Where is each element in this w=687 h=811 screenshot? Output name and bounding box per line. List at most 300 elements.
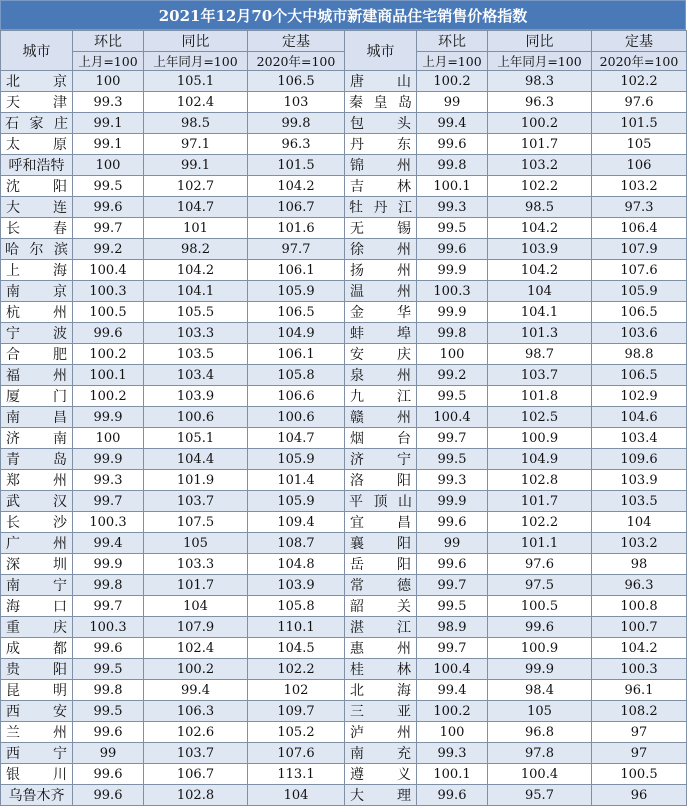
left-mom-cell: 99.6 — [73, 197, 144, 218]
right-base-cell: 104 — [592, 512, 687, 533]
right-yoy-cell: 104.2 — [488, 260, 592, 281]
left-city-cell: 太原 — [1, 134, 73, 155]
left-yoy-cell: 100.2 — [144, 659, 248, 680]
right-base-cell: 103.2 — [592, 176, 687, 197]
right-city-cell: 泸州 — [345, 722, 417, 743]
table-row — [1, 680, 687, 701]
table-row — [1, 617, 687, 638]
right-yoy-cell: 101.8 — [488, 386, 592, 407]
left-base-cell: 106.1 — [248, 260, 345, 281]
table-row — [1, 134, 687, 155]
header-row-sub — [1, 52, 687, 71]
left-yoy-cell: 101.9 — [144, 470, 248, 491]
left-city-cell: 长春 — [1, 218, 73, 239]
left-base-cell: 104.7 — [248, 428, 345, 449]
left-mom-cell: 99.6 — [73, 785, 144, 806]
left-base-cell: 97.7 — [248, 239, 345, 260]
right-city-cell: 桂林 — [345, 659, 417, 680]
left-yoy-cell: 102.8 — [144, 785, 248, 806]
table-title: 2021年12月70个大中城市新建商品住宅销售价格指数 — [0, 0, 686, 30]
left-mom-cell: 100.2 — [73, 344, 144, 365]
left-city-cell: 北京 — [1, 71, 73, 92]
right-city-cell: 泉州 — [345, 365, 417, 386]
left-yoy-cell: 102.4 — [144, 638, 248, 659]
right-yoy-cell: 101.1 — [488, 533, 592, 554]
left-mom-cell: 99.2 — [73, 239, 144, 260]
table-row — [1, 701, 687, 722]
right-base-cell: 100.8 — [592, 596, 687, 617]
left-city-cell: 兰州 — [1, 722, 73, 743]
right-yoy-cell: 102.5 — [488, 407, 592, 428]
left-yoy-cell: 104.4 — [144, 449, 248, 470]
right-mom-cell: 98.9 — [417, 617, 488, 638]
right-base-cell: 108.2 — [592, 701, 687, 722]
left-yoy-cell: 105.5 — [144, 302, 248, 323]
right-base-cell: 103.9 — [592, 470, 687, 491]
left-base-cell: 101.5 — [248, 155, 345, 176]
left-city-cell: 西宁 — [1, 743, 73, 764]
right-base-cell: 107.9 — [592, 239, 687, 260]
left-mom-cell: 99.7 — [73, 218, 144, 239]
left-mom-cell: 99.8 — [73, 680, 144, 701]
right-mom-cell: 99.6 — [417, 239, 488, 260]
right-yoy-cell: 99.6 — [488, 617, 592, 638]
left-yoy-cell: 105.1 — [144, 428, 248, 449]
left-yoy-cell: 103.3 — [144, 323, 248, 344]
table-row — [1, 197, 687, 218]
right-yoy-cell: 95.7 — [488, 785, 592, 806]
right-yoy-cell: 97.8 — [488, 743, 592, 764]
right-mom-cell: 99.3 — [417, 197, 488, 218]
left-city-cell: 呼和浩特 — [1, 155, 73, 176]
right-mom-cell: 99.7 — [417, 638, 488, 659]
right-city-cell: 金华 — [345, 302, 417, 323]
left-city-cell: 大连 — [1, 197, 73, 218]
left-yoy-cell: 103.9 — [144, 386, 248, 407]
left-yoy-cell: 99.4 — [144, 680, 248, 701]
left-mom-cell: 99.7 — [73, 491, 144, 512]
left-base-cell: 100.6 — [248, 407, 345, 428]
right-base-cell: 104.2 — [592, 638, 687, 659]
left-city-cell: 昆明 — [1, 680, 73, 701]
left-base-cell: 109.4 — [248, 512, 345, 533]
right-base-cell: 102.9 — [592, 386, 687, 407]
right-yoy-cell: 102.2 — [488, 512, 592, 533]
left-base-cell: 105.9 — [248, 491, 345, 512]
right-mom-cell: 99 — [417, 92, 488, 113]
right-mom-cell: 100.2 — [417, 71, 488, 92]
left-mom-cell: 100.4 — [73, 260, 144, 281]
left-mom-cell: 100 — [73, 71, 144, 92]
left-base-cell: 105.8 — [248, 596, 345, 617]
table-row — [1, 344, 687, 365]
right-mom-cell: 100.1 — [417, 764, 488, 785]
left-mom-cell: 99.5 — [73, 176, 144, 197]
right-mom-cell: 99.5 — [417, 596, 488, 617]
left-mom-cell: 100.1 — [73, 365, 144, 386]
left-yoy-cell: 104.2 — [144, 260, 248, 281]
left-yoy-cell: 98.5 — [144, 113, 248, 134]
right-city-cell: 济宁 — [345, 449, 417, 470]
right-mom-cell: 99.6 — [417, 134, 488, 155]
right-yoy-cell: 104.1 — [488, 302, 592, 323]
right-mom-cell: 99.6 — [417, 554, 488, 575]
right-city-cell: 扬州 — [345, 260, 417, 281]
table-row — [1, 512, 687, 533]
left-base-cell: 96.3 — [248, 134, 345, 155]
table-row — [1, 71, 687, 92]
left-city-cell: 沈阳 — [1, 176, 73, 197]
table-row — [1, 92, 687, 113]
left-yoy-cell: 103.3 — [144, 554, 248, 575]
left-mom-cell: 99.4 — [73, 533, 144, 554]
right-mom-cell: 99.8 — [417, 155, 488, 176]
left-city-cell: 贵阳 — [1, 659, 73, 680]
left-yoy-cell: 106.3 — [144, 701, 248, 722]
right-yoy-cell: 98.5 — [488, 197, 592, 218]
right-city-cell: 蚌埠 — [345, 323, 417, 344]
left-mom-cell: 99.6 — [73, 638, 144, 659]
left-mom-cell: 99.8 — [73, 575, 144, 596]
price-index-table — [0, 30, 687, 806]
left-base-cell: 108.7 — [248, 533, 345, 554]
right-city-cell: 锦州 — [345, 155, 417, 176]
left-base-cell: 105.8 — [248, 365, 345, 386]
right-base-cell: 103.4 — [592, 428, 687, 449]
right-mom-cell: 99.9 — [417, 302, 488, 323]
right-base-cell: 96.3 — [592, 575, 687, 596]
right-yoy-cell: 105 — [488, 701, 592, 722]
right-yoy-cell: 100.2 — [488, 113, 592, 134]
left-mom-cell: 100.3 — [73, 512, 144, 533]
right-base-cell: 107.6 — [592, 260, 687, 281]
right-city-cell: 韶关 — [345, 596, 417, 617]
left-base-cell: 102 — [248, 680, 345, 701]
right-mom-cell: 100.4 — [417, 407, 488, 428]
table-row — [1, 239, 687, 260]
left-city-cell: 青岛 — [1, 449, 73, 470]
right-city-cell: 宜昌 — [345, 512, 417, 533]
table-row — [1, 281, 687, 302]
table-row — [1, 302, 687, 323]
right-mom-cell: 100 — [417, 722, 488, 743]
right-mom-cell: 99.4 — [417, 113, 488, 134]
right-city-cell: 岳阳 — [345, 554, 417, 575]
right-city-cell: 牡丹江 — [345, 197, 417, 218]
left-mom-cell: 99.5 — [73, 701, 144, 722]
right-mom-cell: 100.1 — [417, 176, 488, 197]
header-mom-sub-right: 上月=100 — [417, 52, 488, 71]
right-city-cell: 惠州 — [345, 638, 417, 659]
right-mom-cell: 99.5 — [417, 386, 488, 407]
right-yoy-cell: 102.8 — [488, 470, 592, 491]
header-base-sub-right: 2020年=100 — [592, 52, 687, 71]
right-mom-cell: 99.3 — [417, 743, 488, 764]
left-base-cell: 103 — [248, 92, 345, 113]
left-mom-cell: 100 — [73, 428, 144, 449]
left-city-cell: 合肥 — [1, 344, 73, 365]
right-mom-cell: 99.9 — [417, 260, 488, 281]
right-yoy-cell: 103.2 — [488, 155, 592, 176]
left-base-cell: 105.9 — [248, 449, 345, 470]
header-yoy-sub-left: 上年同月=100 — [144, 52, 248, 71]
right-base-cell: 98.8 — [592, 344, 687, 365]
left-base-cell: 106.5 — [248, 302, 345, 323]
right-yoy-cell: 102.2 — [488, 176, 592, 197]
left-base-cell: 105.2 — [248, 722, 345, 743]
left-mom-cell: 99.7 — [73, 596, 144, 617]
left-yoy-cell: 104.1 — [144, 281, 248, 302]
left-base-cell: 113.1 — [248, 764, 345, 785]
right-base-cell: 105 — [592, 134, 687, 155]
right-base-cell: 103.5 — [592, 491, 687, 512]
table-row — [1, 386, 687, 407]
right-yoy-cell: 103.9 — [488, 239, 592, 260]
left-city-cell: 济南 — [1, 428, 73, 449]
right-city-cell: 湛江 — [345, 617, 417, 638]
table-row — [1, 764, 687, 785]
right-city-cell: 赣州 — [345, 407, 417, 428]
left-city-cell: 银川 — [1, 764, 73, 785]
table-row — [1, 743, 687, 764]
right-base-cell: 106.5 — [592, 365, 687, 386]
left-yoy-cell: 102.4 — [144, 92, 248, 113]
right-mom-cell: 99.7 — [417, 575, 488, 596]
header-mom-right: 环比 — [417, 31, 488, 52]
right-city-cell: 吉林 — [345, 176, 417, 197]
left-base-cell: 104.5 — [248, 638, 345, 659]
left-mom-cell: 100.3 — [73, 281, 144, 302]
left-city-cell: 深圳 — [1, 554, 73, 575]
left-city-cell: 成都 — [1, 638, 73, 659]
right-base-cell: 105.9 — [592, 281, 687, 302]
right-city-cell: 丹东 — [345, 134, 417, 155]
table-row — [1, 554, 687, 575]
left-city-cell: 西安 — [1, 701, 73, 722]
right-base-cell: 100.5 — [592, 764, 687, 785]
table-row — [1, 785, 687, 806]
header-mom-sub-left: 上月=100 — [73, 52, 144, 71]
table-row — [1, 596, 687, 617]
header-base-left: 定基 — [248, 31, 345, 52]
right-city-cell: 常德 — [345, 575, 417, 596]
left-yoy-cell: 105 — [144, 533, 248, 554]
right-base-cell: 104.6 — [592, 407, 687, 428]
header-city-right: 城市 — [345, 31, 417, 71]
table-row — [1, 365, 687, 386]
table-row — [1, 449, 687, 470]
left-city-cell: 乌鲁木齐 — [1, 785, 73, 806]
right-city-cell: 包头 — [345, 113, 417, 134]
left-mom-cell: 99.6 — [73, 722, 144, 743]
left-base-cell: 99.8 — [248, 113, 345, 134]
left-mom-cell: 99.1 — [73, 113, 144, 134]
right-base-cell: 97.6 — [592, 92, 687, 113]
left-mom-cell: 100 — [73, 155, 144, 176]
left-city-cell: 南宁 — [1, 575, 73, 596]
right-mom-cell: 99.2 — [417, 365, 488, 386]
right-mom-cell: 99 — [417, 533, 488, 554]
left-base-cell: 106.5 — [248, 71, 345, 92]
left-base-cell: 105.9 — [248, 281, 345, 302]
right-yoy-cell: 96.3 — [488, 92, 592, 113]
right-city-cell: 遵义 — [345, 764, 417, 785]
right-mom-cell: 99.6 — [417, 785, 488, 806]
left-yoy-cell: 104 — [144, 596, 248, 617]
table-row — [1, 575, 687, 596]
left-base-cell: 103.9 — [248, 575, 345, 596]
left-city-cell: 天津 — [1, 92, 73, 113]
right-city-cell: 九江 — [345, 386, 417, 407]
right-base-cell: 97 — [592, 722, 687, 743]
right-city-cell: 洛阳 — [345, 470, 417, 491]
left-yoy-cell: 107.9 — [144, 617, 248, 638]
right-city-cell: 唐山 — [345, 71, 417, 92]
right-yoy-cell: 101.7 — [488, 134, 592, 155]
left-base-cell: 104.2 — [248, 176, 345, 197]
header-row-main — [1, 31, 687, 52]
left-yoy-cell: 101 — [144, 218, 248, 239]
right-yoy-cell: 100.9 — [488, 638, 592, 659]
right-yoy-cell: 104 — [488, 281, 592, 302]
right-mom-cell: 99.7 — [417, 428, 488, 449]
table-row — [1, 533, 687, 554]
right-yoy-cell: 101.7 — [488, 491, 592, 512]
right-base-cell: 109.6 — [592, 449, 687, 470]
left-yoy-cell: 98.2 — [144, 239, 248, 260]
right-yoy-cell: 100.9 — [488, 428, 592, 449]
table-row — [1, 722, 687, 743]
header-yoy-left: 同比 — [144, 31, 248, 52]
left-base-cell: 106.6 — [248, 386, 345, 407]
right-yoy-cell: 99.9 — [488, 659, 592, 680]
right-city-cell: 平顶山 — [345, 491, 417, 512]
left-yoy-cell: 104.7 — [144, 197, 248, 218]
left-mom-cell: 100.3 — [73, 617, 144, 638]
left-mom-cell: 99.9 — [73, 554, 144, 575]
table-row — [1, 218, 687, 239]
right-mom-cell: 99.3 — [417, 470, 488, 491]
table-row — [1, 323, 687, 344]
header-base-sub-left: 2020年=100 — [248, 52, 345, 71]
left-mom-cell: 100.5 — [73, 302, 144, 323]
right-base-cell: 96.1 — [592, 680, 687, 701]
left-city-cell: 广州 — [1, 533, 73, 554]
right-yoy-cell: 103.7 — [488, 365, 592, 386]
right-base-cell: 98 — [592, 554, 687, 575]
right-mom-cell: 99.4 — [417, 680, 488, 701]
left-yoy-cell: 105.1 — [144, 71, 248, 92]
right-mom-cell: 100.3 — [417, 281, 488, 302]
right-yoy-cell: 100.5 — [488, 596, 592, 617]
right-mom-cell: 99.5 — [417, 218, 488, 239]
right-yoy-cell: 98.4 — [488, 680, 592, 701]
left-yoy-cell: 101.7 — [144, 575, 248, 596]
left-mom-cell: 99.6 — [73, 764, 144, 785]
right-yoy-cell: 98.3 — [488, 71, 592, 92]
left-mom-cell: 99.9 — [73, 449, 144, 470]
left-base-cell: 104.8 — [248, 554, 345, 575]
right-yoy-cell: 96.8 — [488, 722, 592, 743]
left-base-cell: 102.2 — [248, 659, 345, 680]
left-city-cell: 重庆 — [1, 617, 73, 638]
left-base-cell: 107.6 — [248, 743, 345, 764]
right-base-cell: 103.6 — [592, 323, 687, 344]
right-city-cell: 秦皇岛 — [345, 92, 417, 113]
right-base-cell: 96 — [592, 785, 687, 806]
header-mom-left: 环比 — [73, 31, 144, 52]
left-base-cell: 106.7 — [248, 197, 345, 218]
right-yoy-cell: 98.7 — [488, 344, 592, 365]
left-city-cell: 南京 — [1, 281, 73, 302]
table-row — [1, 176, 687, 197]
left-yoy-cell: 107.5 — [144, 512, 248, 533]
left-base-cell: 101.4 — [248, 470, 345, 491]
right-mom-cell: 100 — [417, 344, 488, 365]
left-mom-cell: 99.9 — [73, 407, 144, 428]
left-yoy-cell: 102.7 — [144, 176, 248, 197]
left-city-cell: 上海 — [1, 260, 73, 281]
left-yoy-cell: 103.5 — [144, 344, 248, 365]
right-yoy-cell: 100.4 — [488, 764, 592, 785]
right-city-cell: 北海 — [345, 680, 417, 701]
right-base-cell: 103.2 — [592, 533, 687, 554]
table-row — [1, 155, 687, 176]
table-row — [1, 407, 687, 428]
left-mom-cell: 99.3 — [73, 92, 144, 113]
left-yoy-cell: 100.6 — [144, 407, 248, 428]
left-city-cell: 南昌 — [1, 407, 73, 428]
right-yoy-cell: 104.2 — [488, 218, 592, 239]
left-city-cell: 石家庄 — [1, 113, 73, 134]
left-base-cell: 109.7 — [248, 701, 345, 722]
right-city-cell: 三亚 — [345, 701, 417, 722]
right-base-cell: 106.5 — [592, 302, 687, 323]
header-city-left: 城市 — [1, 31, 73, 71]
left-yoy-cell: 97.1 — [144, 134, 248, 155]
left-mom-cell: 99 — [73, 743, 144, 764]
header-yoy-right: 同比 — [488, 31, 592, 52]
left-yoy-cell: 106.7 — [144, 764, 248, 785]
right-base-cell: 100.7 — [592, 617, 687, 638]
header-base-right: 定基 — [592, 31, 687, 52]
right-mom-cell: 99.6 — [417, 512, 488, 533]
right-mom-cell: 100.4 — [417, 659, 488, 680]
right-base-cell: 106.4 — [592, 218, 687, 239]
right-city-cell: 南充 — [345, 743, 417, 764]
right-mom-cell: 99.8 — [417, 323, 488, 344]
left-mom-cell: 99.1 — [73, 134, 144, 155]
left-city-cell: 福州 — [1, 365, 73, 386]
header-yoy-sub-right: 上年同月=100 — [488, 52, 592, 71]
table-row — [1, 113, 687, 134]
left-base-cell: 104.9 — [248, 323, 345, 344]
left-city-cell: 海口 — [1, 596, 73, 617]
left-city-cell: 郑州 — [1, 470, 73, 491]
right-city-cell: 烟台 — [345, 428, 417, 449]
table-row — [1, 428, 687, 449]
left-base-cell: 104 — [248, 785, 345, 806]
right-city-cell: 安庆 — [345, 344, 417, 365]
right-city-cell: 徐州 — [345, 239, 417, 260]
left-mom-cell: 100.2 — [73, 386, 144, 407]
table-row — [1, 491, 687, 512]
right-city-cell: 大理 — [345, 785, 417, 806]
right-yoy-cell: 97.5 — [488, 575, 592, 596]
right-base-cell: 97.3 — [592, 197, 687, 218]
table-row — [1, 638, 687, 659]
left-mom-cell: 99.3 — [73, 470, 144, 491]
